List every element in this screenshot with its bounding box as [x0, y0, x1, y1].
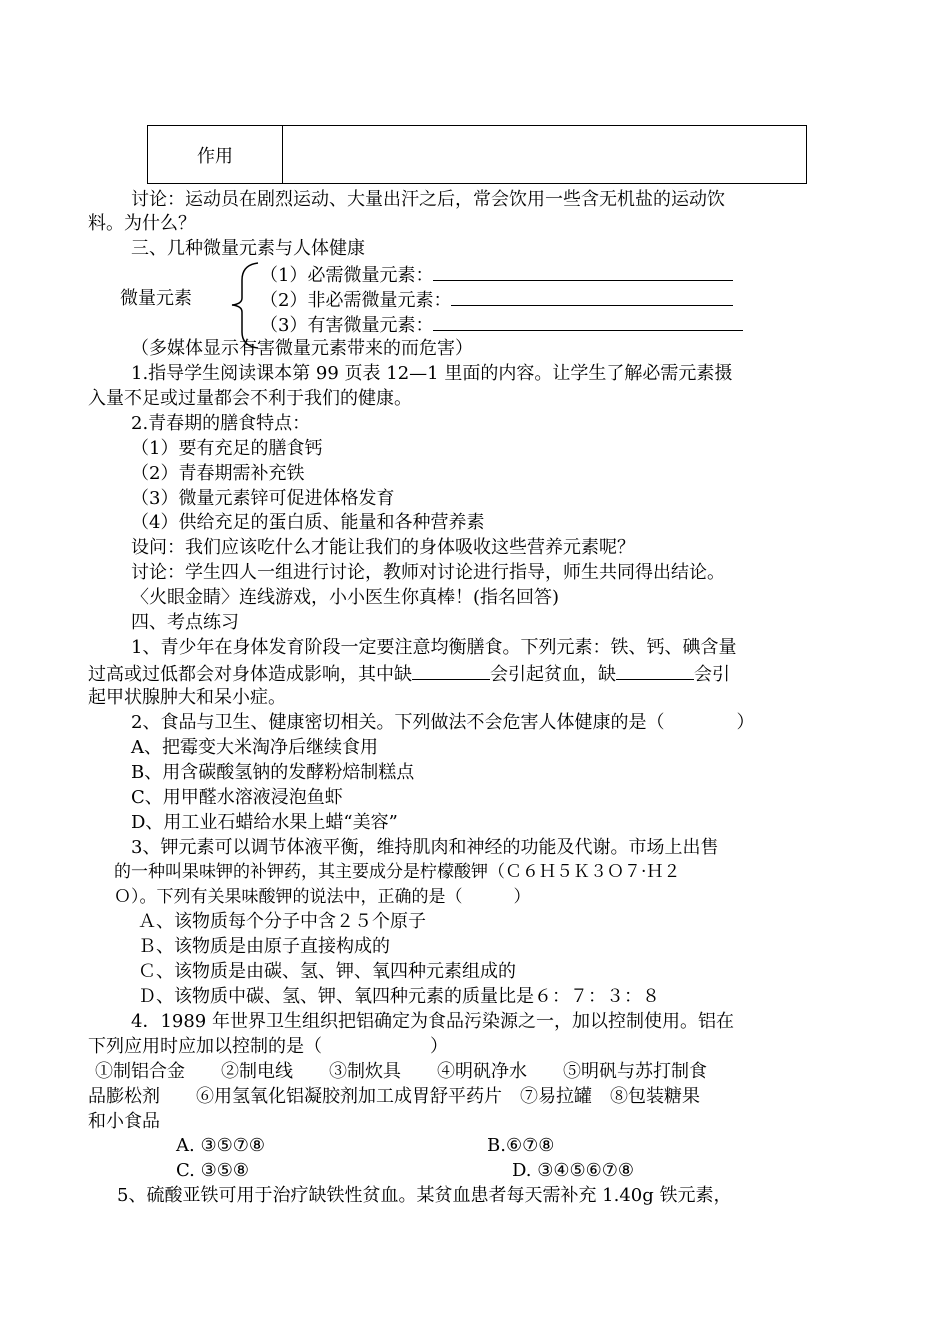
blank-line [433, 312, 743, 331]
trace-item-harmful-label: （3）有害微量元素： [260, 315, 434, 336]
blank-line [433, 262, 733, 281]
answer-blank-2 [616, 661, 694, 680]
guide-line-2: 入量不足或过量都会不利于我们的健康。 [88, 388, 412, 409]
q4-line-2: 下列应用时应加以控制的是（ ） [88, 1036, 448, 1057]
q4-option-d: D. ③④⑤⑥⑦⑧ [512, 1160, 635, 1181]
trace-elements-label: 微量元素 [120, 288, 192, 309]
adolescence-point-3: （3）微量元素锌可促进体格发育 [131, 488, 395, 509]
trace-item-harmful [260, 312, 743, 336]
q3-option-b: Ｂ、该物质是由原子直接构成的 [138, 936, 390, 957]
question-line: 设问：我们应该吃什么才能让我们的身体吸收这些营养元素呢？ [131, 537, 635, 558]
q4-line-5: 和小食品 [88, 1111, 160, 1132]
q2-option-c: C、用甲醛水溶液浸泡鱼虾 [131, 787, 343, 808]
discussion-line-1: 讨论：运动员在剧烈运动、大量出汗之后，常会饮用一些含无机盐的运动饮 [131, 189, 725, 210]
q2-stem: 2、食品与卫生、健康密切相关。下列做法不会危害人体健康的是（ ） [131, 712, 755, 733]
game-line: 〈火眼金睛〉连线游戏，小小医生你真棒！(指名回答) [131, 587, 560, 608]
q5-line-1: 5、硫酸亚铁可用于治疗缺铁性贫血。某贫血患者每天需补充 1.40g 铁元素， [117, 1185, 732, 1206]
adolescence-point-2: （2）青春期需补充铁 [131, 463, 305, 484]
multimedia-note: （多媒体显示有害微量元素带来的而危害） [131, 338, 473, 359]
q4-line-3: ①制铝合金 ②制电线 ③制炊具 ④明矾净水 ⑤明矾与苏打制食 [95, 1061, 707, 1082]
q4-line-4: 品膨松剂 ⑥用氢氧化铝凝胶剂加工成胃舒平药片 ⑦易拉罐 ⑧包装糖果 [88, 1086, 700, 1107]
q3-option-d: Ｄ、该物质中碳、氢、钾、氧四种元素的质量比是６：７：３：８ [138, 986, 660, 1007]
q3-option-c: Ｃ、该物质是由碳、氢、钾、氧四种元素组成的 [138, 961, 516, 982]
discussion-line-3: 讨论：学生四人一组进行讨论，教师对讨论进行指导，师生共同得出结论。 [131, 562, 725, 583]
q2-option-a: A、把霉变大米淘净后继续食用 [131, 737, 378, 758]
answer-blank-1 [412, 661, 490, 680]
q2-option-b: B、用含碳酸氢钠的发酵粉焙制糕点 [131, 762, 415, 783]
blank-line [451, 287, 733, 306]
q1-text-c: 会引 [694, 664, 730, 685]
trace-item-essential-label: （1）必需微量元素： [260, 265, 434, 286]
q3-line-1: 3、钾元素可以调节体液平衡，维持肌肉和神经的功能及代谢。市场上出售 [131, 837, 719, 858]
q1-text-a: 过高或过低都会对身体造成影响，其中缺 [88, 664, 412, 685]
trace-item-nonessential [260, 287, 733, 311]
function-table [147, 125, 807, 184]
table-row [148, 126, 807, 184]
q4-option-a: A. ③⑤⑦⑧ [176, 1135, 265, 1156]
section-4-heading: 四、考点练习 [131, 612, 239, 633]
table-value-cell [283, 126, 807, 184]
adolescence-point-4: （4）供给充足的蛋白质、能量和各种营养素 [131, 512, 485, 533]
q4-option-b: B.⑥⑦⑧ [487, 1135, 555, 1156]
q4-option-c: C. ③⑤⑧ [176, 1160, 249, 1181]
adolescence-point-1: （1）要有充足的膳食钙 [131, 438, 323, 459]
q1-line-1: 1、青少年在身体发育阶段一定要注意均衡膳食。下列元素：铁、钙、碘含量 [131, 637, 737, 658]
section-3-heading: 三、几种微量元素与人体健康 [131, 238, 365, 259]
table-label-cell: 作用 [148, 126, 283, 184]
q3-option-a: Ａ、该物质每个分子中含２５个原子 [138, 911, 426, 932]
discussion-line-2: 料。为什么？ [88, 213, 196, 234]
guide-line-1: 1.指导学生阅读课本第 99 页表 12—1 里面的内容。让学生了解必需元素摄 [131, 363, 733, 384]
trace-item-nonessential-label: （2）非必需微量元素： [260, 290, 452, 311]
q1-text-b: 会引起贫血，缺 [490, 664, 616, 685]
q4-line-1: 4．1989 年世界卫生组织把铝确定为食品污染源之一，加以控制使用。铝在 [131, 1011, 734, 1032]
q2-option-d: D、用工业石蜡给水果上蜡“美容” [131, 812, 398, 833]
q1-line-3: 起甲状腺肿大和呆小症。 [88, 687, 286, 708]
q3-line-3: Ｏ）。下列有关果味酸钾的说法中，正确的是（ ） [114, 887, 531, 907]
q3-line-2: 的一种叫果味钾的补钾药，其主要成分是柠檬酸钾（Ｃ６Ｈ５Ｋ３Ｏ７·Ｈ２ [114, 862, 681, 882]
trace-item-essential [260, 262, 733, 286]
q1-line-2 [88, 661, 730, 685]
adolescence-heading: 2.青春期的膳食特点： [131, 413, 311, 434]
